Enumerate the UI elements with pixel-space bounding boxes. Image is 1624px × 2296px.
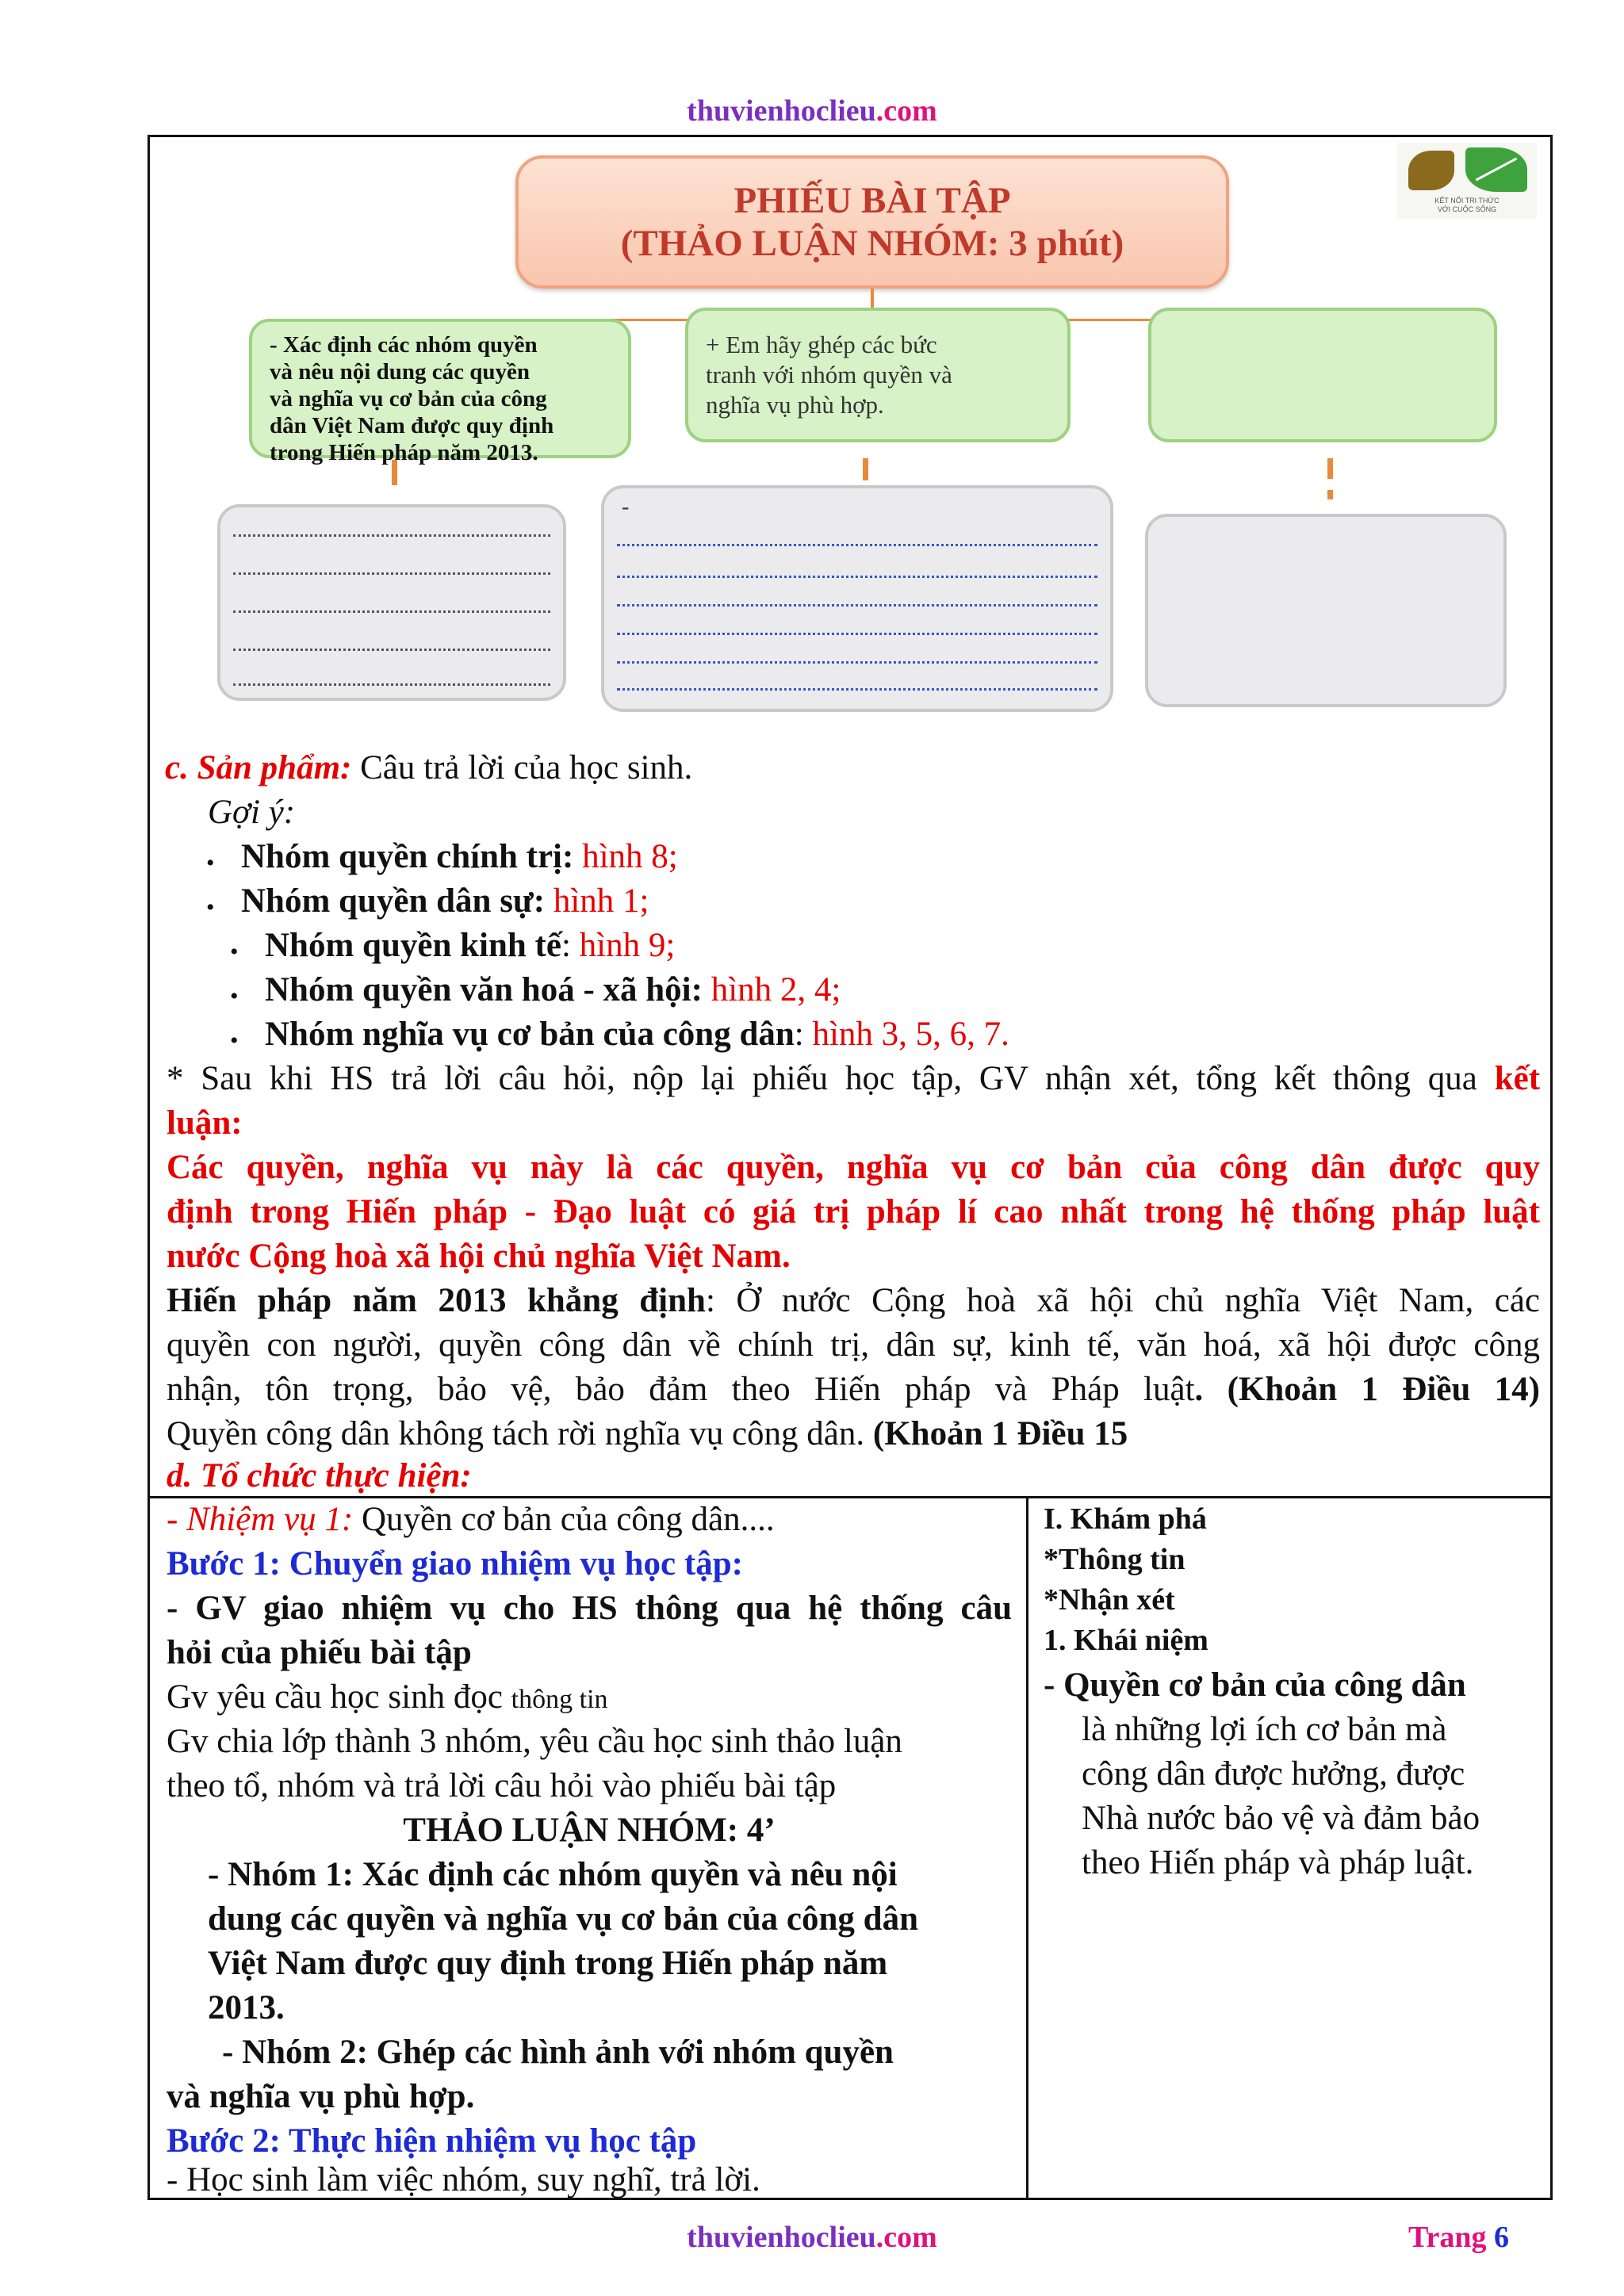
task-box-1-line: dân Việt Nam được quy định: [270, 413, 554, 438]
group-1-line: dung các quyền và nghĩa vụ cơ bản của công dân: [208, 1900, 918, 1938]
constitution-line: [167, 1279, 1540, 1322]
conclusion-intro-text: * Sau khi HS trả lời câu hỏi, nộp lại phiếu học tập, GV nhận xét, tổng kết thông qua: [167, 1060, 1477, 1097]
definition-line: Nhà nước bảo vệ và đảm bảo: [1082, 1800, 1480, 1837]
conclusion-intro: [167, 1057, 1540, 1100]
bullet-icon: •: [206, 894, 215, 920]
bullet-icon: •: [230, 983, 239, 1009]
dotted-line: [617, 688, 1097, 691]
site-name: thuvienhoclieu: [687, 2221, 876, 2254]
definition-line: công dân được hưởng, được: [1082, 1755, 1465, 1793]
section-subheading: *Nhận xét: [1044, 1583, 1175, 1617]
organize-label: d. Tổ chức thực hiện:: [167, 1457, 472, 1494]
read-instruction: [167, 1675, 608, 1721]
task-box-2-line: + Em hãy ghép các bức: [706, 331, 937, 358]
worksheet-subtitle: (THẢO LUẬN NHÓM: 3 phút): [620, 223, 1124, 264]
group-2-line: và nghĩa vụ phù hợp.: [167, 2078, 475, 2115]
step-2-heading: Bước 2: Thực hiện nhiệm vụ học tập: [167, 2122, 697, 2160]
conclusion-red-line: nước Cộng hoà xã hội chủ nghĩa Việt Nam.: [167, 1238, 791, 1275]
connector: [1327, 458, 1333, 479]
bullet-icon: •: [230, 939, 239, 965]
product-item: [241, 835, 678, 878]
page-number-value: 6: [1494, 2221, 1510, 2254]
page-label: Trang: [1408, 2221, 1495, 2254]
answer-box-2: [601, 485, 1113, 712]
product-item: [265, 924, 675, 967]
section-heading: I. Khám phá: [1044, 1502, 1207, 1536]
item-value: hình 3, 5, 6, 7.: [803, 1016, 1009, 1053]
conclusion-keyword-2: luận:: [167, 1104, 243, 1142]
leaf-icon: [1408, 151, 1454, 190]
item-name: Nhóm nghĩa vụ cơ bản của công dân: [265, 1016, 795, 1053]
product-label: c. Sản phẩm:: [165, 749, 352, 786]
site-footer: [0, 2220, 1624, 2255]
dotted-line: [617, 576, 1097, 578]
task-box-2: [685, 308, 1071, 442]
item-value: hình 8;: [573, 838, 678, 875]
gv-task-line: - GV giao nhiệm vụ cho HS thông qua hệ thống câu: [167, 1590, 1012, 1627]
logo-caption: KẾT NỐI TRI THỨC VỚI CUỘC SỐNG: [1434, 197, 1500, 213]
product-item: [265, 1012, 1009, 1056]
task-box-1: [249, 319, 631, 465]
constitution-text: : Ở nước Cộng hoà xã hội chủ nghĩa Việt Nam, các: [705, 1282, 1541, 1319]
section-subheading: 1. Khái niệm: [1044, 1624, 1208, 1657]
constitution-text: nhận, tôn trọng, bảo vệ, bảo đảm theo Hiến pháp và Pháp luật: [167, 1371, 1195, 1408]
item-name: Nhóm quyền kinh tế: [265, 927, 561, 964]
task-label: - Nhiệm vụ 1:: [167, 1501, 354, 1538]
bullet-icon: •: [206, 850, 215, 876]
conclusion-red-line: định trong Hiến pháp - Đạo luật có giá trị pháp lí cao nhất trong hệ thống pháp luật: [167, 1193, 1540, 1230]
worksheet-title: PHIẾU BÀI TẬP: [733, 180, 1011, 221]
task-text: Quyền cơ bản của công dân....: [353, 1501, 775, 1538]
product-text: Câu trả lời của học sinh.: [351, 749, 693, 786]
definition-line: là những lợi ích cơ bản mà: [1082, 1711, 1447, 1748]
section-subheading: *Thông tin: [1044, 1543, 1185, 1576]
task-box-2-line: tranh với nhóm quyền và: [706, 361, 952, 388]
definition-line: theo Hiến pháp và pháp luật.: [1082, 1844, 1474, 1881]
group-2-line: - Nhóm 2: Ghép các hình ảnh với nhóm quyền: [222, 2034, 894, 2071]
leaf-icon: [1465, 147, 1527, 192]
column-divider: [1026, 1496, 1028, 2200]
page-number: [1408, 2220, 1509, 2255]
dotted-line: [617, 633, 1097, 635]
constitution-line: [167, 1368, 1540, 1411]
worksheet-title-box: [515, 155, 1229, 289]
bullet-icon: •: [230, 1027, 239, 1054]
constitution-line: [167, 1412, 1128, 1456]
gv-task-line: hỏi của phiếu bài tập: [167, 1634, 472, 1671]
item-value: hình 9;: [570, 927, 676, 964]
group-1-line: 2013.: [208, 1989, 285, 2026]
constitution-text: Quyền công dân không tách rời nghĩa vụ công dân.: [167, 1415, 873, 1452]
task-box-2-line: nghĩa vụ phù hợp.: [706, 391, 884, 419]
constitution-lead: Hiến pháp năm 2013 khẳng định: [167, 1282, 706, 1319]
site-domain: .com: [875, 2221, 937, 2254]
conclusion-red-line: Các quyền, nghĩa vụ này là các quyền, nghĩa vụ cơ bản của công dân được quy: [167, 1149, 1540, 1186]
product-line: [165, 746, 692, 790]
worksheet-diagram: [198, 143, 1546, 714]
task-box-1-line: và nêu nội dung các quyền: [270, 359, 530, 385]
dotted-line: [233, 649, 550, 651]
constitution-line: quyền con người, quyền công dân về chính trị, dân sự, kinh tế, văn hoá, xã hội được công: [167, 1326, 1540, 1364]
answer-box-3: [1145, 514, 1507, 707]
task-line: [167, 1498, 775, 1541]
dotted-line: [233, 534, 550, 537]
site-domain: .com: [875, 94, 937, 128]
constitution-ref: . (Khoản 1 Điều 14): [1194, 1371, 1541, 1408]
item-value: hình 1;: [545, 882, 649, 920]
item-name: Nhóm quyền văn hoá - xã hội:: [265, 971, 703, 1008]
read-small: thông tin: [511, 1685, 608, 1714]
product-item: [265, 968, 841, 1012]
item-sep: :: [794, 1016, 804, 1053]
work-line: - Học sinh làm việc nhóm, suy nghĩ, trả lời.: [167, 2161, 760, 2198]
dotted-line: [617, 544, 1097, 546]
task-box-3: [1148, 308, 1497, 442]
hint-label: Gợi ý:: [208, 794, 296, 831]
task-box-1-line: - Xác định các nhóm quyền: [270, 332, 538, 358]
split-line: Gv chia lớp thành 3 nhóm, yêu cầu học sinh thảo luận: [167, 1723, 902, 1760]
read-main: Gv yêu cầu học sinh đọc: [167, 1678, 511, 1716]
answer-dash: -: [622, 495, 630, 519]
dotted-line: [233, 610, 550, 613]
site-name: thuvienhoclieu: [687, 94, 876, 128]
item-sep: :: [561, 927, 571, 964]
item-name: Nhóm quyền dân sự:: [241, 882, 546, 920]
dotted-line: [233, 572, 550, 575]
group-1-line: - Nhóm 1: Xác định các nhóm quyền và nêu nội: [208, 1856, 898, 1893]
connector: [863, 458, 868, 480]
task-box-1-line: trong Hiến pháp năm 2013.: [270, 440, 538, 465]
site-header: [0, 94, 1624, 128]
task-box-1-line: và nghĩa vụ cơ bản của công: [270, 386, 547, 411]
group-1-line: Việt Nam được quy định trong Hiến pháp năm: [208, 1945, 888, 1982]
dotted-line: [233, 683, 550, 686]
definition-title: - Quyền cơ bản của công dân: [1044, 1667, 1466, 1704]
item-name: Nhóm quyền chính trị:: [241, 838, 574, 875]
dotted-line: [617, 604, 1097, 607]
connector: [1327, 490, 1333, 499]
constitution-ref: (Khoản 1 Điều 15: [872, 1415, 1128, 1452]
item-value: hình 2, 4;: [702, 971, 841, 1008]
product-item: [241, 879, 649, 923]
publisher-logo: [1397, 143, 1537, 219]
split-line: theo tổ, nhóm và trả lời câu hỏi vào phiếu bài tập: [167, 1767, 837, 1804]
discussion-heading: THẢO LUẬN NHÓM: 4’: [403, 1812, 776, 1849]
step-1-heading: Bước 1: Chuyển giao nhiệm vụ học tập:: [167, 1545, 743, 1582]
answer-box-1: [217, 504, 566, 701]
dotted-line: [617, 661, 1097, 664]
conclusion-keyword: kết: [1494, 1060, 1541, 1097]
